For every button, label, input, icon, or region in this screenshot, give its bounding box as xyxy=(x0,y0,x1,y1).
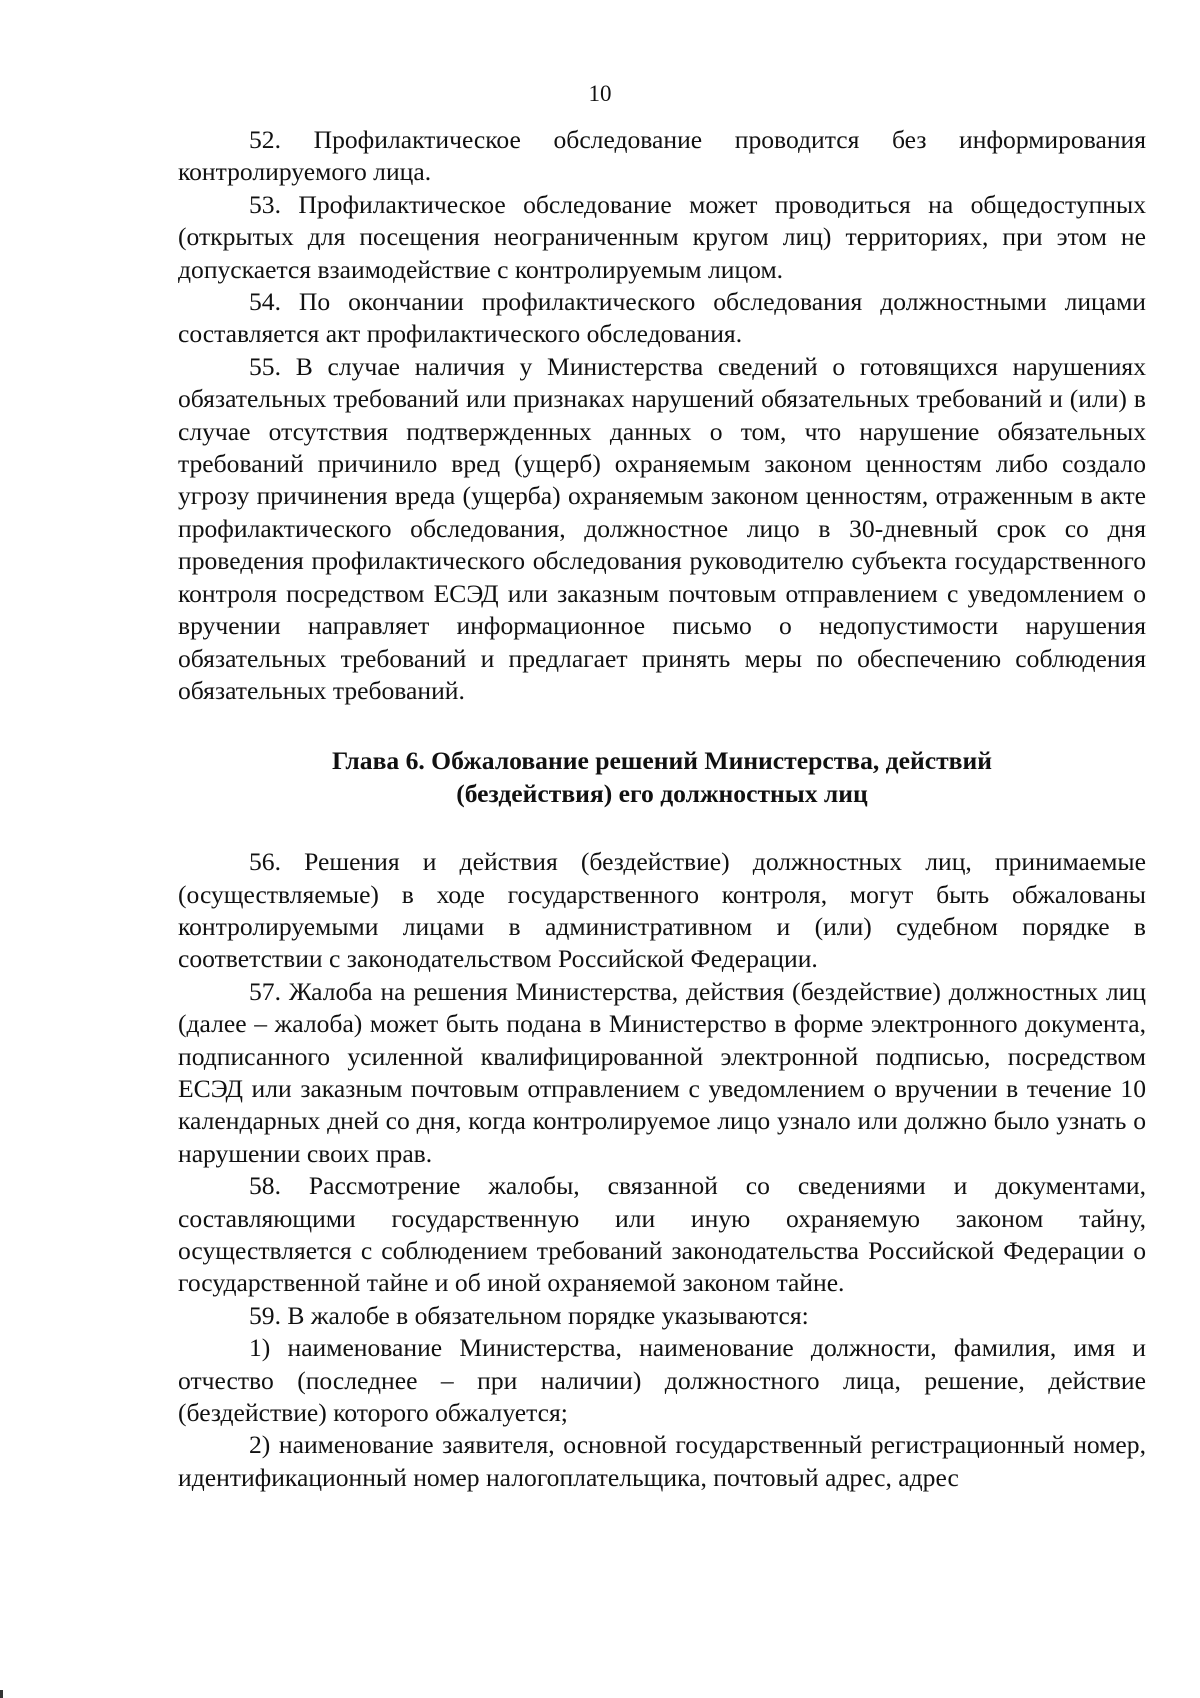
page-number: 10 xyxy=(588,81,612,106)
paragraph-54: 54. По окончании профилактического обследования должностными лицами составляется акт профилактического обследования. xyxy=(178,287,1146,349)
list-item-1: 1) наименование Министерства, наименование должности, фамилия, имя и отчество (последнее – при наличии) должностного лица, решение, действие (бездействие) которого обжалуется; xyxy=(178,1333,1146,1428)
paragraph-58: 58. Рассмотрение жалобы, связанной со сведениями и документами, составляющими государственную или иную охраняемую законом тайну, осуществляется с соблюдением требований законодательства Российской Федерации о государственной тайне и об иной охраняемой законом тайне. xyxy=(178,1171,1146,1298)
chapter-heading-line-2: (бездействия) его должностных лиц xyxy=(456,778,868,808)
paragraph-55: 55. В случае наличия у Министерства сведений о готовящихся нарушениях обязательных требований или признаках нарушений обязательных требований и (или) в случае отсутствия подтвержденных данных о том, что нарушение обязательных требований причинило вред (ущерб) охраняемым законом ценностям либо создало угрозу причинения вреда (ущерба) охраняемым законом ценностям, отраженным в акте профилактического обследования, должностное лицо в 30-дневный срок со дня проведения профилактического обследования руководителю субъекта государственного контроля посредством ЕСЭД или заказным почтовым отправлением с уведомлением о вручении направляет информационное письмо о недопустимости нарушения обязательных требований и предлагает принять меры по обеспечению соблюдения обязательных требований. xyxy=(178,351,1146,705)
scan-edge-mark xyxy=(0,1690,3,1698)
paragraph-57: 57. Жалоба на решения Министерства, действия (бездействие) должностных лиц (далее – жалоба) может быть подана в Министерство в форме электронного документа, подписанного усиленной квалифицированной электронной подписью, посредством ЕСЭД или заказным почтовым отправлением с уведомлением о вручении в течение 10 календарных дней со дня, когда контролируемое лицо узнало или должно было узнать о нарушении своих прав. xyxy=(178,976,1146,1168)
paragraph-52: 52. Профилактическое обследование проводится без информирования контролируемого лица. xyxy=(178,125,1146,187)
chapter-heading-line-1: Глава 6. Обжалование решений Министерства, действий xyxy=(332,746,992,776)
paragraph-59: 59. В жалобе в обязательном порядке указываются: xyxy=(249,1300,809,1330)
paragraph-56: 56. Решения и действия (бездействие) должностных лиц, принимаемые (осуществляемые) в ходе государственного контроля, могут быть обжалованы контролируемыми лицами в административном и (или) судебном порядке в соответствии с законодательством Российской Федерации. xyxy=(178,847,1146,974)
list-item-2: 2) наименование заявителя, основной государственный регистрационный номер, идентификационный номер налогоплательщика, почтовый адрес, адрес xyxy=(178,1430,1146,1492)
document-body xyxy=(178,124,1146,1494)
paragraph-53: 53. Профилактическое обследование может проводиться на общедоступных (открытых для посещения неограниченным кругом лиц) территориях, при этом не допускается взаимодействие с контролируемым лицом. xyxy=(178,189,1146,284)
chapter-heading xyxy=(178,745,1146,810)
